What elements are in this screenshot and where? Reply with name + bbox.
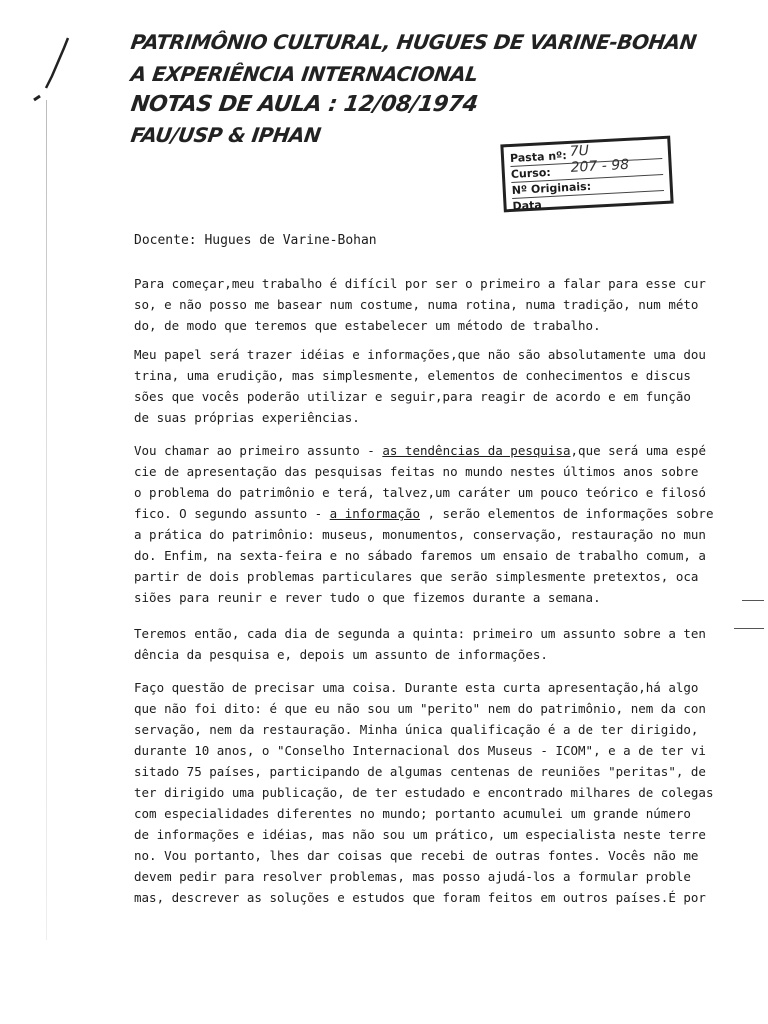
handwritten-title: PATRIMÔNIO CULTURAL, HUGUES DE VARINE-BOHAN — [129, 30, 698, 54]
text-line: trina, uma erudição, mas simplesmente, elementos de conhecimentos e discus — [134, 368, 691, 383]
text-line: dência da pesquisa e, depois um assunto de informações. — [134, 647, 548, 662]
handwritten-date: NOTAS DE AULA : 12/08/1974 — [129, 92, 480, 117]
text-line: de suas próprias experiências. — [134, 410, 360, 425]
edge-mark — [742, 600, 764, 601]
paragraph-2 — [134, 344, 734, 428]
stamp-value: 207 - 98 — [570, 156, 630, 176]
text-line: Meu papel será trazer idéias e informações,que não são absolutamente uma dou — [134, 347, 706, 362]
handwritten-institution: FAU/USP & IPHAN — [129, 123, 323, 147]
stamp-label: Data — [512, 198, 543, 213]
text-line: devem pedir para resolver problemas, mas posso ajudá-los a formular proble — [134, 869, 691, 884]
paragraph-4 — [134, 623, 734, 665]
paragraph-1 — [134, 273, 734, 336]
stamp-label: Curso: — [510, 165, 552, 181]
text-line: so, e não posso me basear num costume, numa rotina, numa tradição, num méto — [134, 297, 699, 312]
stamp-label: Pasta nº: — [509, 149, 568, 165]
stamp-label: Nº Originais: — [511, 179, 592, 197]
text-line: mas, descrever as soluções e estudos que foram feitos em outros países.É por — [134, 890, 706, 905]
text-line: o problema do patrimônio e terá, talvez,um caráter um pouco teórico e filosó — [134, 485, 706, 500]
text-line: com especialidades diferentes no mundo; portanto acumulei um grande número — [134, 806, 691, 821]
text-line: do, de modo que teremos que estabelecer um método de trabalho. — [134, 318, 601, 333]
paragraph-3 — [134, 440, 734, 608]
archive-stamp — [500, 136, 673, 213]
margin-rule — [46, 100, 47, 940]
text-line: siões para reunir e rever tudo o que fizemos durante a semana. — [134, 590, 601, 605]
text-line: ter dirigido uma publicação, de ter estudado e encontrado milhares de colegas — [134, 785, 714, 800]
text-line: de informações e idéias, mas não sou um prático, um especialista neste terre — [134, 827, 706, 842]
text-line: durante 10 anos, o "Conselho Internacional dos Museus - ICOM", e a de ter vi — [134, 743, 706, 758]
underlined-topic: as tendências da pesquisa — [382, 443, 571, 458]
text-line: Faço questão de precisar uma coisa. Durante esta curta apresentação,há algo — [134, 680, 699, 695]
text-line: cie de apresentação das pesquisas feitas no mundo nestes últimos anos sobre — [134, 464, 699, 479]
text-line: partir de dois problemas particulares que serão simplesmente pretextos, oca — [134, 569, 699, 584]
underlined-topic: a informação — [329, 506, 420, 521]
text-line: sitado 75 países, participando de algumas centenas de reuniões "peritas", de — [134, 764, 706, 779]
stamp-value: 7U — [569, 142, 590, 160]
paragraph-5 — [134, 677, 734, 908]
margin-check-mark — [28, 36, 72, 106]
docente-line: Docente: Hugues de Varine-Bohan — [134, 233, 377, 248]
text-line: servação, nem da restauração. Minha única qualificação é a de ter dirigido, — [134, 722, 699, 737]
text-line: que não foi dito: é que eu não sou um "perito" nem do patrimônio, nem da con — [134, 701, 706, 716]
text-line: Para começar,meu trabalho é difícil por ser o primeiro a falar para esse cur — [134, 276, 706, 291]
text-line: Vou chamar ao primeiro assunto - as tendências da pesquisa,que será uma espé — [134, 443, 706, 458]
text-line: do. Enfim, na sexta-feira e no sábado faremos um ensaio de trabalho comum, a — [134, 548, 706, 563]
text-line: Teremos então, cada dia de segunda a quinta: primeiro um assunto sobre a ten — [134, 626, 706, 641]
handwritten-subtitle: A EXPERIÊNCIA INTERNACIONAL — [129, 62, 480, 86]
edge-mark — [734, 628, 764, 629]
text-line: sões que vocês poderão utilizar e seguir,para reagir de acordo e em função — [134, 389, 691, 404]
text-line: a prática do patrimônio: museus, monumentos, conservação, restauração no mun — [134, 527, 706, 542]
text-line: no. Vou portanto, lhes dar coisas que recebi de outras fontes. Vocês não me — [134, 848, 699, 863]
text-line: fico. O segundo assunto - a informação , serão elementos de informações sobre — [134, 506, 714, 521]
